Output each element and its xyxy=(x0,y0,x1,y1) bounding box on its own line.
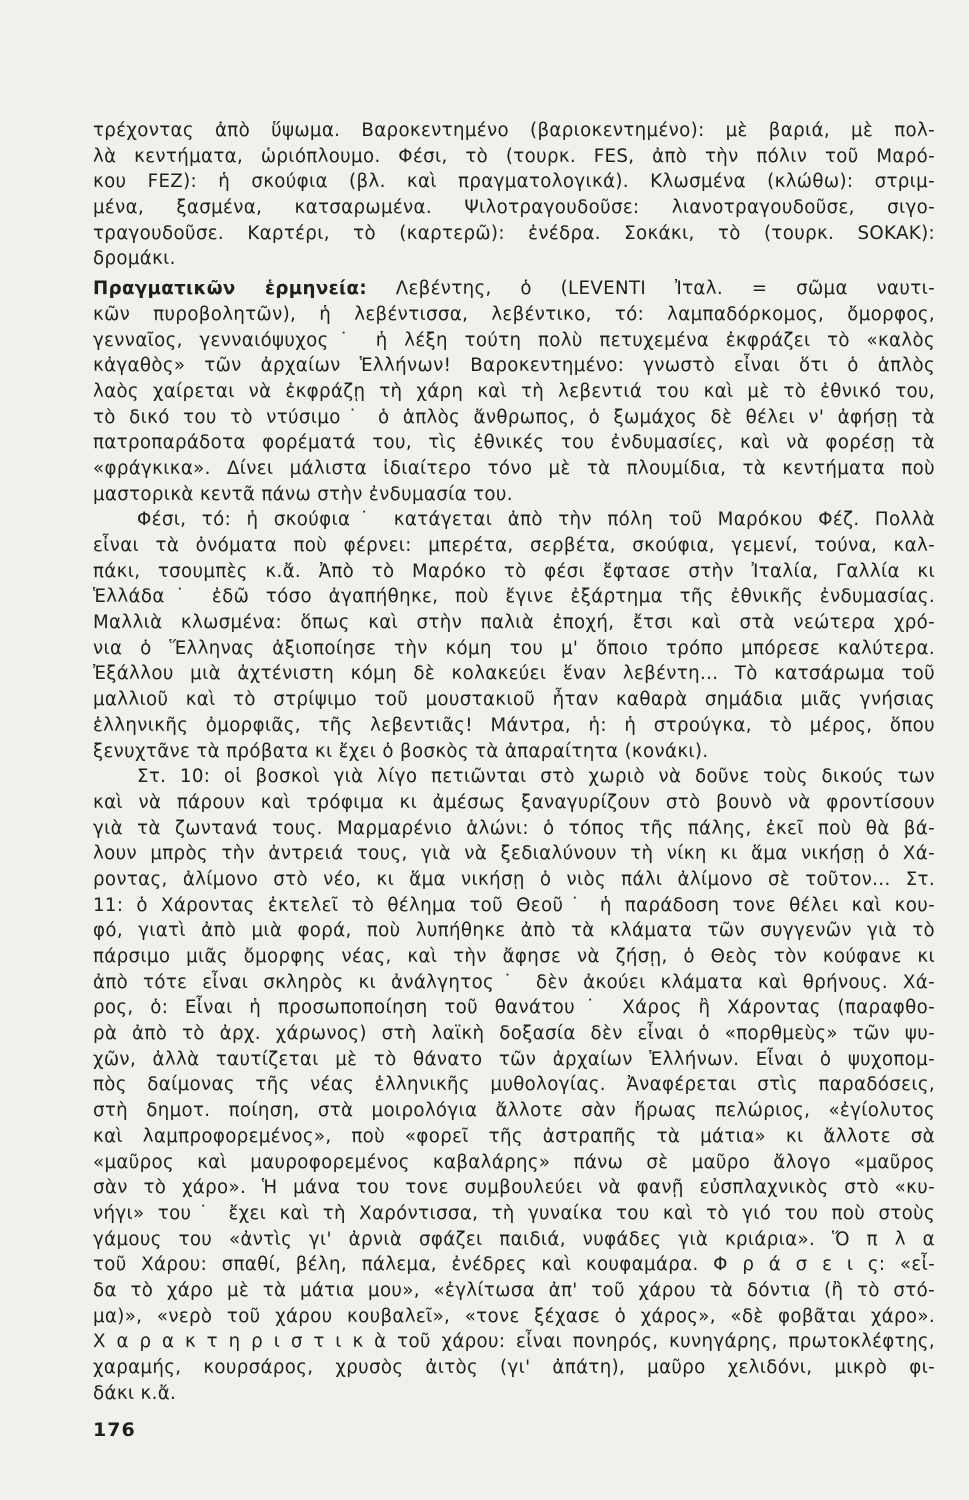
text-line: πάκι, τσουμπὲς κ.ἄ. Ἀπὸ τὸ Μαρόκο τὸ φέσι ἔφτασε στὴν Ἰταλία, Γαλλία κι xyxy=(93,560,935,582)
text-line: γάμους του «ἀντὶς γι' ἀρνιὰ σφάζει παιδιά, νυφάδες γιὰ κριάρια». Ὅ π λ α xyxy=(93,1228,935,1250)
text-line: μαλλιοῦ καὶ τὸ στρίψιμο τοῦ μουστακιοῦ ἦταν καθαρὰ σημάδια μιᾶς γνήσιας xyxy=(93,689,935,711)
text-line: λαὸς χαίρεται νὰ ἐκφράζῃ τὴ χάρη καὶ τὴ λεβεντιά του καὶ μὲ τὸ ἐθνικό του, xyxy=(93,380,935,402)
text-line: Στ. 10: οἱ βοσκοὶ γιὰ λίγο πετιῶνται στὸ χωριὸ νὰ δοῦνε τοὺς δικούς των xyxy=(137,766,935,788)
text-line: ξενυχτᾶνε τὰ πρόβατα κι ἔχει ὁ βοσκὸς τὰ ἀπαραίτητα (κονάκι). xyxy=(93,740,709,762)
text-line: δα τὸ χάρο μὲ τὰ μάτια μου», «ἐγλίτωσα ἀπ' τοῦ χάρου τὰ δόντια (ἢ τὸ στό- xyxy=(93,1279,935,1301)
text-line: ἀπὸ τότε εἶναι σκληρὸς κι ἀνάλγητος˙ δὲν ἀκούει κλάματα καὶ θρήνους. Χά- xyxy=(93,971,935,993)
text-line: μα)», «νερὸ τοῦ χάρου κουβαλεῖ», «τονε ξέχασε ὁ χάρος», «δὲ φοβᾶται χάρο». xyxy=(93,1305,935,1327)
page-number: 176 xyxy=(93,1419,136,1441)
text-line: Χ α ρ α κ τ η ρ ι σ τ ι κ ὰ τοῦ χάρου: εἶναι πονηρός, κυνηγάρης, πρωτοκλέφτης, xyxy=(93,1331,935,1353)
body-text xyxy=(93,118,935,1406)
text-line: στὴ δημοτ. ποίηση, στὰ μοιρολόγια ἄλλοτε σὰν ἥρωας πελώριος, «ἐγίολυτος xyxy=(93,1100,935,1122)
text-line: ρος, ὁ: Εἶναι ἡ προσωποποίηση τοῦ θανάτου˙ Χάρος ἢ Χάροντας (παραφθο- xyxy=(93,997,935,1019)
text-line: λὰ κεντήματα, ὡριόπλουμο. Φέσι, τὸ (τουρκ. FES, ἀπὸ τὴν πόλιν τοῦ Μαρό- xyxy=(93,145,935,167)
text-line: κἀγαθὸς» τῶν ἀρχαίων Ἑλλήνων! Βαροκεντημένο: γνωστὸ εἶναι ὅτι ὁ ἁπλὸς xyxy=(93,355,935,377)
text-line: ρὰ ἀπὸ τὸ ἀρχ. χάρωνος) στὴ λαϊκὴ δοξασία δὲν εἶναι ὁ «πορθμεὺς» τῶν ψυ- xyxy=(93,1023,935,1045)
text-line: 11: ὁ Χάροντας ἐκτελεῖ τὸ θέλημα τοῦ Θεοῦ˙ ἡ παράδοση τονε θέλει καὶ κου- xyxy=(93,894,935,916)
text-line: Φέσι, τό: ἡ σκούφια˙ κατάγεται ἀπὸ τὴν πόλη τοῦ Μαρόκου Φέζ. Πολλὰ xyxy=(137,509,935,531)
text-line: δάκι κ.ἄ. xyxy=(93,1382,177,1404)
section-heading: Πραγματικῶν ἑρμηνεία: xyxy=(93,278,367,300)
text-line: φό, γιατὶ ἀπὸ μιὰ φορά, ποὺ λυπήθηκε ἀπὸ τὰ κλάματα τῶν συγγενῶν γιὰ τὸ xyxy=(93,920,935,942)
text-line: πάρσιμο μιᾶς ὄμορφης νέας, καὶ τὴν ἄφησε νὰ ζήσῃ, ὁ Θεὸς τὸν κούφανε κι xyxy=(93,946,935,967)
text-line: σὰν τὸ χάρο». Ἡ μάνα του τονε συμβουλεύει νὰ φανῇ εὐσπλαχνικὸς στὸ «κυ- xyxy=(93,1177,935,1199)
text-line: τρέχοντας ἀπὸ ὕψωμα. Βαροκεντημένο (βαριοκεντημένο): μὲ βαριά, μὲ πολ- xyxy=(93,120,935,141)
text-run: Λεβέντης, ὁ (LEVENTI Ἰταλ. = σῶμα ναυτι- xyxy=(366,278,935,300)
text-line: «μαῦρος καὶ μαυροφορεμένος καβαλάρης» πάνω σὲ μαῦρο ἄλογο «μαῦρος xyxy=(93,1151,935,1173)
text-line: καὶ λαμπροφορεμένος», ποὺ «φορεῖ τῆς ἀστραπῆς τὰ μάτια» κι ἄλλοτε σὰ xyxy=(93,1125,935,1147)
text-line: κῶν πυροβολητῶν), ἡ λεβέντισσα, λεβέντικο, τό: λαμπαδόρκομος, ὄμορφος, xyxy=(93,303,935,325)
text-line: δρομάκι. xyxy=(93,248,176,270)
text-line: Ἑλλάδα˙ ἐδῶ τόσο ἀγαπήθηκε, ποὺ ἔγινε ἐξάρτημα τῆς ἐθνικῆς ἐνδυμασίας. xyxy=(93,586,935,608)
text-line: πατροπαράδοτα φορέματά του, τὶς ἐθνικές του ἐνδυμασίες, καὶ νὰ φορέσῃ τὰ xyxy=(93,432,935,454)
text-line: μένα, ξασμένα, κατσαρωμένα. Ψιλοτραγουδοῦσε: λιανοτραγουδοῦσε, σιγο- xyxy=(93,197,935,219)
text-line: γενναῖος, γενναιόψυχος˙ ἡ λέξη τούτη πολὺ πετυχεμένα ἐκφράζει τὸ «καλὸς xyxy=(93,329,935,351)
text-line: τραγουδοῦσε. Καρτέρι, τὸ (καρτερῶ): ἐνέδρα. Σοκάκι, τὸ (τουρκ. SOKAK): xyxy=(93,222,935,244)
text-line xyxy=(93,276,935,302)
text-line: τὸ δικό του τὸ ντύσιμο˙ ὁ ἁπλὸς ἄνθρωπος, ὁ ξωμάχος δὲ θέλει ν' ἀφήσῃ τὰ xyxy=(93,406,935,428)
text-line: ἑλληνικῆς ὀμορφιᾶς, τῆς λεβεντιᾶς! Μάντρα, ἡ: ἡ στρούγκα, τὸ μέρος, ὅπου xyxy=(93,714,935,736)
text-line: νήγι» του˙ ἔχει καὶ τὴ Χαρόντισσα, τὴ γυναίκα του καὶ τὸ γιό του ποὺ στοὺς xyxy=(93,1202,935,1224)
text-line: Μαλλιὰ κλωσμένα: ὅπως καὶ στὴν παλιὰ ἐποχή, ἔτσι καὶ στὰ νεώτερα χρό- xyxy=(93,612,935,634)
text-line: πὸς δαίμονας τῆς νέας ἑλληνικῆς μυθολογίας. Ἀναφέρεται στὶς παραδόσεις, xyxy=(93,1074,935,1096)
text-line: λουν μπρὸς τὴν ἀντρειά τους, γιὰ νὰ ξεδιαλύνουν τὴ νίκη κι ἅμα νικήσῃ ὁ Χά- xyxy=(93,843,935,865)
text-line: νια ὁ Ἕλληνας ἀξιοποίησε τὴν κόμη του μ' ὅποιο τρόπο μπόρεσε καλύτερα. xyxy=(93,637,935,659)
text-line: καὶ νὰ πάρουν καὶ τρόφιμα κι ἀμέσως ξαναγυρίζουν στὸ βουνὸ νὰ φροντίσουν xyxy=(93,791,935,813)
text-line: μαστορικὰ κεντᾶ πάνω στὴν ἐνδυμασία του. xyxy=(93,483,513,505)
text-line: εἶναι τὰ ὀνόματα ποὺ φέρνει: μπερέτα, σερβέτα, σκούφια, γεμενί, τούνα, καλ- xyxy=(93,535,935,556)
text-line: χαραμής, κουρσάρος, χρυσὸς ἀιτὸς (γι' ἀπάτη), μαῦρο χελιδόνι, μικρὸ φι- xyxy=(93,1357,935,1378)
text-line: Ἐξάλλου μιὰ ἀχτένιστη κόμη δὲ κολακεύει ἕναν λεβέντη... Τὸ κατσάρωμα τοῦ xyxy=(93,663,935,685)
text-line: γιὰ τὰ ζωντανά τους. Μαρμαρένιο ἁλώνι: ὁ τόπος τῆς πάλης, ἐκεῖ ποὺ θὰ βά- xyxy=(93,817,935,839)
text-line: «φράγκικα». Δίνει μάλιστα ἰδιαίτερο τόνο μὲ τὰ πλουμίδια, τὰ κεντήματα ποὺ xyxy=(93,457,935,479)
text-line: χῶν, ἀλλὰ ταυτίζεται μὲ τὸ θάνατο τῶν ἀρχαίων Ἑλλήνων. Εἶναι ὁ ψυχοπομ- xyxy=(93,1048,935,1070)
text-line: ροντας, ἀλίμονο στὸ νέο, κι ἅμα νικήσῃ ὁ νιὸς πάλι ἀλίμονο σὲ τοῦτον... Στ. xyxy=(93,868,935,890)
text-line: τοῦ Χάρου: σπαθί, βέλη, πάλεμα, ἐνέδρες καὶ κουφαμάρα. Φ ρ ά σ ε ι ς: «εἶ- xyxy=(93,1254,935,1276)
text-line: κου FEZ): ἡ σκούφια (βλ. καὶ πραγματολογικά). Κλωσμένα (κλώθω): στριμ- xyxy=(93,171,935,193)
